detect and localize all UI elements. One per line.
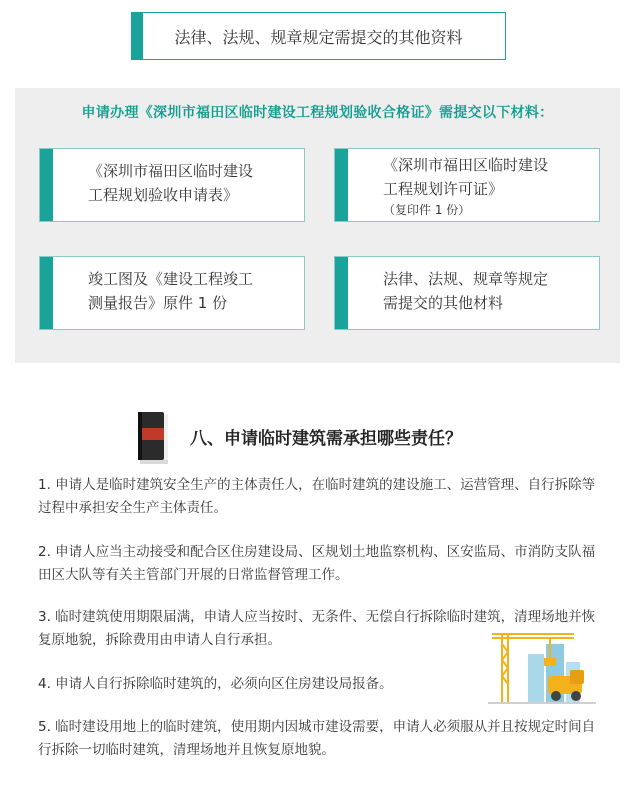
material-card-line: 《深圳市福田区临时建设	[88, 162, 254, 180]
material-card-line: 工程规划许可证》	[383, 180, 504, 198]
responsibility-item: 3. 临时建筑使用期限届满，申请人应当按时、无条件、无偿自行拆除临时建筑，清理场地并恢复原地貌，拆除费用由申请人自行承担。	[38, 609, 596, 648]
construction-crane-icon	[488, 624, 596, 706]
materials-panel	[15, 88, 620, 363]
material-card-application-form	[39, 148, 305, 222]
material-card-line: 竣工图及《建设工程竣工	[88, 270, 254, 288]
material-card-line: 需提交的其他材料	[383, 294, 504, 312]
responsibility-item: 2. 申请人应当主动接受和配合区住房建设局、区规划土地监察机构、区安监局、市消防支队福田区大队等有关主管部门开展的日常监督管理工作。	[38, 544, 596, 583]
material-card-line: 工程规划验收申请表》	[88, 186, 239, 204]
material-card-other-materials	[334, 256, 600, 330]
material-card-line: 测量报告》原件 1 份	[88, 294, 228, 312]
book-icon	[133, 410, 171, 466]
responsibility-item: 5. 临时建设用地上的临时建筑，使用期内因城市建设需要，申请人必须服从并且按规定时间自行拆除一切临时建筑，清理场地并且恢复原地貌。	[38, 719, 596, 758]
materials-heading: 申请办理《深圳市福田区临时建设工程规划验收合格证》需提交以下材料：	[81, 105, 554, 121]
material-card-line: 法律、法规、规章等规定	[383, 270, 549, 288]
responsibility-item: 4. 申请人自行拆除临时建筑的，必须向区住房建设局报备。	[38, 676, 393, 692]
section-title: 八、申请临时建筑需承担哪些责任？	[190, 429, 462, 449]
material-card-note: （复印件 1 份）	[383, 203, 471, 217]
material-card-planning-permit	[334, 148, 600, 222]
responsibility-item: 1. 申请人是临时建筑安全生产的主体责任人，在临时建筑的建设施工、运营管理、自行拆除等过程中承担安全生产主体责任。	[38, 477, 596, 516]
material-card-survey-report	[39, 256, 305, 330]
material-card-line: 《深圳市福田区临时建设	[383, 156, 549, 174]
other-documents-text: 法律、法规、规章规定需提交的其他资料	[174, 27, 463, 47]
other-documents-box	[131, 12, 506, 60]
